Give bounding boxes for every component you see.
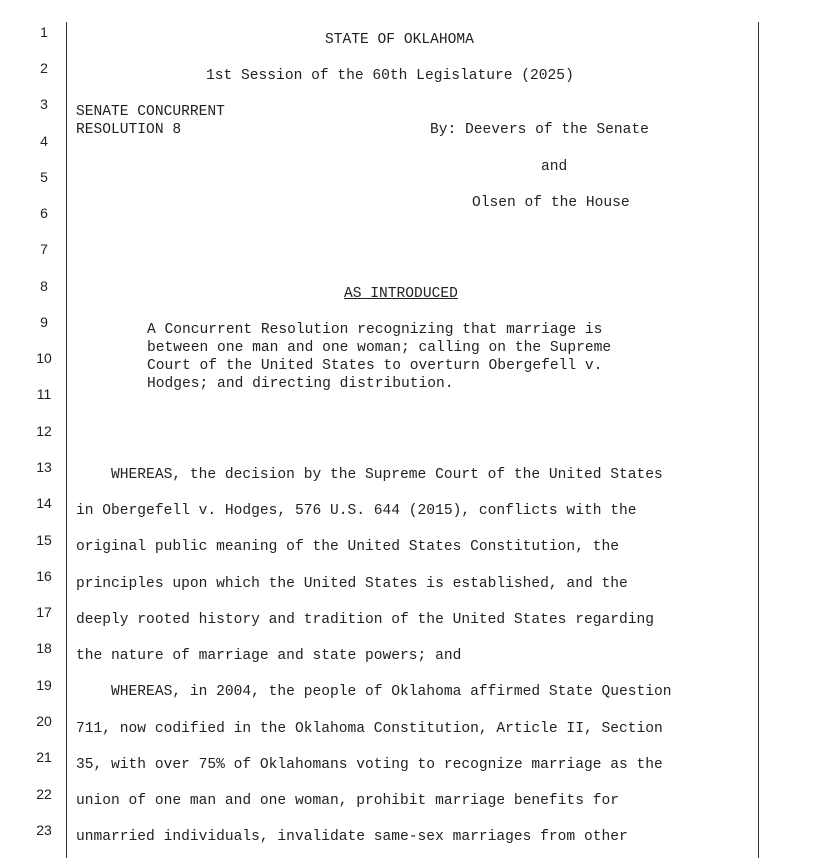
line-number: 3 [40, 96, 48, 112]
line-number: 17 [36, 604, 52, 620]
author-senate: By: Deevers of the Senate [430, 122, 649, 138]
summary-line: A Concurrent Resolution recognizing that marriage is [147, 322, 603, 338]
body-line: WHEREAS, the decision by the Supreme Court of the United States [76, 467, 663, 483]
author-house: Olsen of the House [472, 195, 630, 211]
line-number: 14 [36, 495, 52, 511]
body-line: original public meaning of the United States Constitution, the [76, 539, 619, 555]
status-heading: AS INTRODUCED [344, 286, 458, 302]
author-and: and [541, 159, 568, 175]
summary-line: Hodges; and directing distribution. [147, 376, 454, 392]
line-number: 11 [36, 386, 52, 402]
line-number: 12 [36, 423, 52, 439]
line-number: 18 [36, 640, 52, 656]
line-number: 1 [40, 24, 48, 40]
body-line: union of one man and one woman, prohibit marriage benefits for [76, 793, 619, 809]
body-line: WHEREAS, in 2004, the people of Oklahoma affirmed State Question [76, 684, 672, 700]
line-number: 15 [36, 532, 52, 548]
line-number: 9 [40, 314, 48, 330]
resolution-label: SENATE CONCURRENT [76, 104, 225, 120]
summary-line: Court of the United States to overturn Obergefell v. [147, 358, 603, 374]
line-number: 6 [40, 205, 48, 221]
body-line: unmarried individuals, invalidate same-sex marriages from other [76, 829, 628, 845]
state-heading: STATE OF OKLAHOMA [325, 32, 474, 48]
resolution-number: RESOLUTION 8 [76, 122, 182, 138]
line-number: 7 [40, 241, 48, 257]
line-number: 23 [36, 822, 52, 838]
line-number: 5 [40, 169, 48, 185]
line-number: 22 [36, 786, 52, 802]
right-margin-rule [758, 22, 759, 858]
body-line: 35, with over 75% of Oklahomans voting to recognize marriage as the [76, 757, 663, 773]
line-number: 19 [36, 677, 52, 693]
session-heading: 1st Session of the 60th Legislature (2025) [206, 68, 574, 84]
body-line: principles upon which the United States is established, and the [76, 576, 628, 592]
summary-line: between one man and one woman; calling on the Supreme [147, 340, 612, 356]
body-line: deeply rooted history and tradition of the United States regarding [76, 612, 655, 628]
line-number: 2 [40, 60, 48, 76]
body-line: the nature of marriage and state powers; and [76, 648, 462, 664]
line-number: 13 [36, 459, 52, 475]
line-number: 4 [40, 133, 48, 149]
body-line: 711, now codified in the Oklahoma Constitution, Article II, Section [76, 721, 663, 737]
line-number: 20 [36, 713, 52, 729]
body-line: in Obergefell v. Hodges, 576 U.S. 644 (2015), conflicts with the [76, 503, 637, 519]
line-number: 8 [40, 278, 48, 294]
line-number: 10 [36, 350, 52, 366]
left-margin-rule [66, 22, 67, 858]
line-number: 16 [36, 568, 52, 584]
line-number: 21 [36, 749, 52, 765]
